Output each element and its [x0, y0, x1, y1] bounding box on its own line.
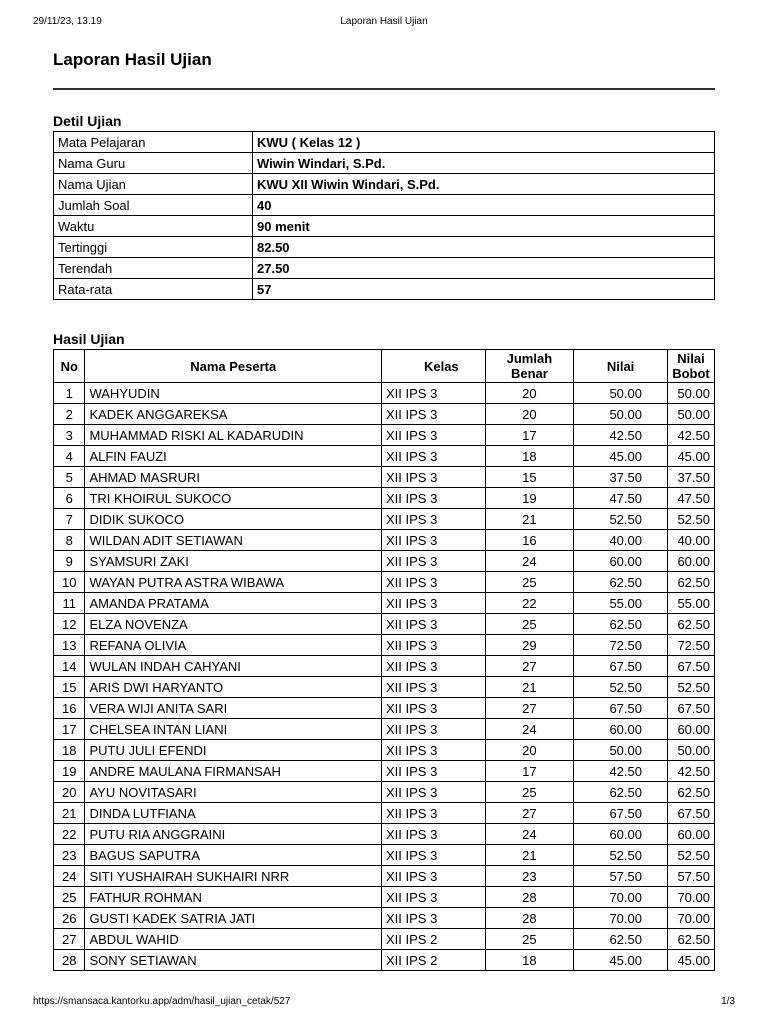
cell-nilai-bobot: 70.00	[668, 887, 715, 908]
cell-nilai-bobot: 47.50	[668, 488, 715, 509]
cell-kelas: XII IPS 3	[382, 740, 486, 761]
cell-name: GUSTI KADEK SATRIA JATI	[85, 908, 382, 929]
cell-no: 12	[54, 614, 85, 635]
cell-kelas: XII IPS 3	[382, 467, 486, 488]
detail-row	[54, 195, 715, 216]
cell-kelas: XII IPS 3	[382, 698, 486, 719]
cell-name: WULAN INDAH CAHYANI	[85, 656, 382, 677]
cell-jumlah-benar: 29	[485, 635, 574, 656]
cell-nilai-bobot: 62.50	[668, 614, 715, 635]
cell-jumlah-benar: 25	[485, 782, 574, 803]
cell-nilai-bobot: 60.00	[668, 719, 715, 740]
cell-kelas: XII IPS 3	[382, 509, 486, 530]
cell-jumlah-benar: 25	[485, 929, 574, 950]
detail-row	[54, 174, 715, 195]
cell-no: 5	[54, 467, 85, 488]
detail-value: KWU ( Kelas 12 )	[253, 132, 715, 153]
table-row	[54, 719, 715, 740]
cell-kelas: XII IPS 3	[382, 887, 486, 908]
results-table	[53, 349, 715, 971]
col-header-jumlah-benar: Jumlah Benar	[485, 350, 574, 383]
cell-jumlah-benar: 21	[485, 509, 574, 530]
cell-no: 20	[54, 782, 85, 803]
table-row	[54, 467, 715, 488]
cell-name: REFANA OLIVIA	[85, 635, 382, 656]
col-header-nilai-bobot: Nilai Bobot	[668, 350, 715, 383]
print-url: https://smansaca.kantorku.app/adm/hasil_ujian_cetak/527	[33, 996, 291, 1007]
cell-nilai-bobot: 40.00	[668, 530, 715, 551]
cell-name: ELZA NOVENZA	[85, 614, 382, 635]
cell-nilai: 50.00	[574, 404, 668, 425]
detail-label: Nama Ujian	[54, 174, 253, 195]
table-row	[54, 404, 715, 425]
col-header-no: No	[54, 350, 85, 383]
cell-no: 15	[54, 677, 85, 698]
cell-name: FATHUR ROHMAN	[85, 887, 382, 908]
cell-jumlah-benar: 19	[485, 488, 574, 509]
print-date: 29/11/23, 13.19	[33, 16, 102, 27]
detail-row	[54, 258, 715, 279]
cell-nilai: 42.50	[574, 425, 668, 446]
table-row	[54, 677, 715, 698]
cell-name: DIDIK SUKOCO	[85, 509, 382, 530]
cell-kelas: XII IPS 3	[382, 824, 486, 845]
cell-jumlah-benar: 27	[485, 803, 574, 824]
cell-jumlah-benar: 28	[485, 887, 574, 908]
cell-no: 25	[54, 887, 85, 908]
cell-jumlah-benar: 15	[485, 467, 574, 488]
cell-name: TRI KHOIRUL SUKOCO	[85, 488, 382, 509]
detail-label: Waktu	[54, 216, 253, 237]
detail-value: 40	[253, 195, 715, 216]
cell-no: 10	[54, 572, 85, 593]
detail-row	[54, 279, 715, 300]
cell-nilai: 62.50	[574, 614, 668, 635]
cell-jumlah-benar: 18	[485, 446, 574, 467]
cell-no: 23	[54, 845, 85, 866]
cell-kelas: XII IPS 3	[382, 551, 486, 572]
cell-nilai-bobot: 67.50	[668, 656, 715, 677]
cell-nilai-bobot: 60.00	[668, 824, 715, 845]
cell-jumlah-benar: 21	[485, 845, 574, 866]
table-row	[54, 866, 715, 887]
cell-nilai: 62.50	[574, 572, 668, 593]
table-row	[54, 908, 715, 929]
cell-name: AYU NOVITASARI	[85, 782, 382, 803]
cell-name: WAYAN PUTRA ASTRA WIBAWA	[85, 572, 382, 593]
cell-kelas: XII IPS 3	[382, 635, 486, 656]
cell-kelas: XII IPS 3	[382, 404, 486, 425]
table-row	[54, 383, 715, 404]
cell-no: 2	[54, 404, 85, 425]
cell-kelas: XII IPS 3	[382, 572, 486, 593]
table-row	[54, 845, 715, 866]
cell-nilai-bobot: 52.50	[668, 509, 715, 530]
cell-nilai-bobot: 45.00	[668, 446, 715, 467]
cell-kelas: XII IPS 3	[382, 383, 486, 404]
cell-no: 26	[54, 908, 85, 929]
cell-nilai-bobot: 67.50	[668, 698, 715, 719]
cell-no: 6	[54, 488, 85, 509]
cell-no: 3	[54, 425, 85, 446]
detail-row	[54, 132, 715, 153]
cell-nilai-bobot: 60.00	[668, 551, 715, 572]
cell-nilai-bobot: 62.50	[668, 929, 715, 950]
col-header-name: Nama Peserta	[85, 350, 382, 383]
cell-jumlah-benar: 28	[485, 908, 574, 929]
cell-nilai: 55.00	[574, 593, 668, 614]
table-row	[54, 698, 715, 719]
cell-nilai: 42.50	[574, 761, 668, 782]
table-row	[54, 614, 715, 635]
cell-name: MUHAMMAD RISKI AL KADARUDIN	[85, 425, 382, 446]
cell-nilai-bobot: 42.50	[668, 425, 715, 446]
cell-no: 16	[54, 698, 85, 719]
cell-kelas: XII IPS 3	[382, 530, 486, 551]
cell-nilai-bobot: 52.50	[668, 677, 715, 698]
cell-kelas: XII IPS 3	[382, 782, 486, 803]
cell-jumlah-benar: 17	[485, 425, 574, 446]
cell-nilai: 67.50	[574, 803, 668, 824]
cell-jumlah-benar: 18	[485, 950, 574, 971]
detail-row	[54, 153, 715, 174]
cell-name: ALFIN FAUZI	[85, 446, 382, 467]
cell-no: 13	[54, 635, 85, 656]
cell-no: 19	[54, 761, 85, 782]
cell-name: AHMAD MASRURI	[85, 467, 382, 488]
cell-nilai: 67.50	[574, 656, 668, 677]
cell-nilai-bobot: 72.50	[668, 635, 715, 656]
detail-label: Nama Guru	[54, 153, 253, 174]
cell-no: 28	[54, 950, 85, 971]
cell-jumlah-benar: 22	[485, 593, 574, 614]
cell-nilai-bobot: 67.50	[668, 803, 715, 824]
cell-name: ARIS DWI HARYANTO	[85, 677, 382, 698]
cell-jumlah-benar: 21	[485, 677, 574, 698]
detail-table	[53, 131, 715, 300]
cell-kelas: XII IPS 3	[382, 656, 486, 677]
cell-jumlah-benar: 24	[485, 551, 574, 572]
table-row	[54, 887, 715, 908]
detail-row	[54, 237, 715, 258]
cell-nilai-bobot: 42.50	[668, 761, 715, 782]
table-row	[54, 551, 715, 572]
cell-jumlah-benar: 25	[485, 614, 574, 635]
detail-label: Jumlah Soal	[54, 195, 253, 216]
detail-value: 82.50	[253, 237, 715, 258]
cell-name: AMANDA PRATAMA	[85, 593, 382, 614]
cell-nilai-bobot: 62.50	[668, 572, 715, 593]
cell-no: 7	[54, 509, 85, 530]
cell-no: 1	[54, 383, 85, 404]
detail-value: Wiwin Windari, S.Pd.	[253, 153, 715, 174]
detail-label: Terendah	[54, 258, 253, 279]
cell-nilai: 62.50	[574, 929, 668, 950]
cell-nilai: 72.50	[574, 635, 668, 656]
cell-nilai: 52.50	[574, 509, 668, 530]
cell-kelas: XII IPS 3	[382, 761, 486, 782]
cell-no: 21	[54, 803, 85, 824]
cell-name: PUTU JULI EFENDI	[85, 740, 382, 761]
cell-jumlah-benar: 23	[485, 866, 574, 887]
cell-name: SONY SETIAWAN	[85, 950, 382, 971]
detail-label: Mata Pelajaran	[54, 132, 253, 153]
cell-nilai: 45.00	[574, 446, 668, 467]
cell-no: 8	[54, 530, 85, 551]
cell-name: KADEK ANGGAREKSA	[85, 404, 382, 425]
table-row	[54, 761, 715, 782]
table-row	[54, 824, 715, 845]
page-number: 1/3	[721, 996, 735, 1007]
cell-nilai: 60.00	[574, 719, 668, 740]
detail-label: Tertinggi	[54, 237, 253, 258]
table-row	[54, 740, 715, 761]
cell-no: 14	[54, 656, 85, 677]
cell-nilai: 50.00	[574, 740, 668, 761]
col-header-nilai: Nilai	[574, 350, 668, 383]
table-row	[54, 509, 715, 530]
cell-kelas: XII IPS 3	[382, 593, 486, 614]
cell-nilai-bobot: 50.00	[668, 740, 715, 761]
cell-jumlah-benar: 24	[485, 824, 574, 845]
cell-nilai: 50.00	[574, 383, 668, 404]
table-row	[54, 782, 715, 803]
cell-jumlah-benar: 24	[485, 719, 574, 740]
table-row	[54, 593, 715, 614]
cell-nilai-bobot: 50.00	[668, 404, 715, 425]
detail-value: 57	[253, 279, 715, 300]
cell-kelas: XII IPS 3	[382, 845, 486, 866]
cell-no: 9	[54, 551, 85, 572]
cell-name: SITI YUSHAIRAH SUKHAIRI NRR	[85, 866, 382, 887]
cell-nilai: 70.00	[574, 908, 668, 929]
cell-nilai: 40.00	[574, 530, 668, 551]
table-row	[54, 803, 715, 824]
detail-value: KWU XII Wiwin Windari, S.Pd.	[253, 174, 715, 195]
cell-no: 27	[54, 929, 85, 950]
cell-kelas: XII IPS 3	[382, 719, 486, 740]
table-row	[54, 446, 715, 467]
cell-nilai: 62.50	[574, 782, 668, 803]
table-row	[54, 572, 715, 593]
cell-nilai: 60.00	[574, 824, 668, 845]
col-header-kelas: Kelas	[382, 350, 486, 383]
cell-name: WILDAN ADIT SETIAWAN	[85, 530, 382, 551]
detail-row	[54, 216, 715, 237]
cell-kelas: XII IPS 2	[382, 929, 486, 950]
cell-jumlah-benar: 27	[485, 656, 574, 677]
cell-nilai-bobot: 50.00	[668, 383, 715, 404]
cell-kelas: XII IPS 3	[382, 908, 486, 929]
cell-jumlah-benar: 20	[485, 740, 574, 761]
cell-jumlah-benar: 27	[485, 698, 574, 719]
cell-kelas: XII IPS 3	[382, 677, 486, 698]
cell-nilai: 70.00	[574, 887, 668, 908]
cell-no: 4	[54, 446, 85, 467]
cell-nilai-bobot: 57.50	[668, 866, 715, 887]
cell-kelas: XII IPS 3	[382, 614, 486, 635]
cell-nilai: 45.00	[574, 950, 668, 971]
table-row	[54, 425, 715, 446]
table-row	[54, 530, 715, 551]
cell-kelas: XII IPS 3	[382, 803, 486, 824]
cell-kelas: XII IPS 3	[382, 488, 486, 509]
cell-name: ABDUL WAHID	[85, 929, 382, 950]
cell-no: 24	[54, 866, 85, 887]
cell-kelas: XII IPS 3	[382, 425, 486, 446]
detail-value: 90 menit	[253, 216, 715, 237]
results-section-title: Hasil Ujian	[53, 331, 125, 347]
table-row	[54, 656, 715, 677]
cell-name: VERA WIJI ANITA SARI	[85, 698, 382, 719]
detail-value: 27.50	[253, 258, 715, 279]
cell-name: CHELSEA INTAN LIANI	[85, 719, 382, 740]
cell-no: 22	[54, 824, 85, 845]
cell-kelas: XII IPS 3	[382, 446, 486, 467]
detail-section-title: Detil Ujian	[53, 113, 122, 129]
cell-name: SYAMSURI ZAKI	[85, 551, 382, 572]
cell-jumlah-benar: 20	[485, 383, 574, 404]
title-divider	[53, 88, 715, 90]
cell-jumlah-benar: 17	[485, 761, 574, 782]
cell-nilai-bobot: 52.50	[668, 845, 715, 866]
cell-nilai-bobot: 70.00	[668, 908, 715, 929]
cell-nilai: 60.00	[574, 551, 668, 572]
cell-jumlah-benar: 20	[485, 404, 574, 425]
table-row	[54, 929, 715, 950]
cell-nilai: 57.50	[574, 866, 668, 887]
cell-name: ANDRE MAULANA FIRMANSAH	[85, 761, 382, 782]
cell-nilai: 37.50	[574, 467, 668, 488]
cell-name: PUTU RIA ANGGRAINI	[85, 824, 382, 845]
cell-nilai: 52.50	[574, 677, 668, 698]
cell-jumlah-benar: 25	[485, 572, 574, 593]
cell-nilai: 52.50	[574, 845, 668, 866]
cell-no: 18	[54, 740, 85, 761]
cell-no: 17	[54, 719, 85, 740]
table-row	[54, 635, 715, 656]
table-row	[54, 950, 715, 971]
cell-nilai-bobot: 45.00	[668, 950, 715, 971]
cell-nilai-bobot: 55.00	[668, 593, 715, 614]
cell-nilai-bobot: 37.50	[668, 467, 715, 488]
results-header-row	[54, 350, 715, 383]
cell-name: DINDA LUTFIANA	[85, 803, 382, 824]
cell-name: WAHYUDIN	[85, 383, 382, 404]
cell-kelas: XII IPS 3	[382, 866, 486, 887]
cell-kelas: XII IPS 2	[382, 950, 486, 971]
cell-nilai-bobot: 62.50	[668, 782, 715, 803]
detail-label: Rata-rata	[54, 279, 253, 300]
cell-jumlah-benar: 16	[485, 530, 574, 551]
cell-name: BAGUS SAPUTRA	[85, 845, 382, 866]
page-title: Laporan Hasil Ujian	[53, 50, 212, 69]
cell-no: 11	[54, 593, 85, 614]
print-header	[33, 16, 735, 30]
print-doc-title: Laporan Hasil Ujian	[340, 16, 428, 27]
cell-nilai: 67.50	[574, 698, 668, 719]
table-row	[54, 488, 715, 509]
cell-nilai: 47.50	[574, 488, 668, 509]
